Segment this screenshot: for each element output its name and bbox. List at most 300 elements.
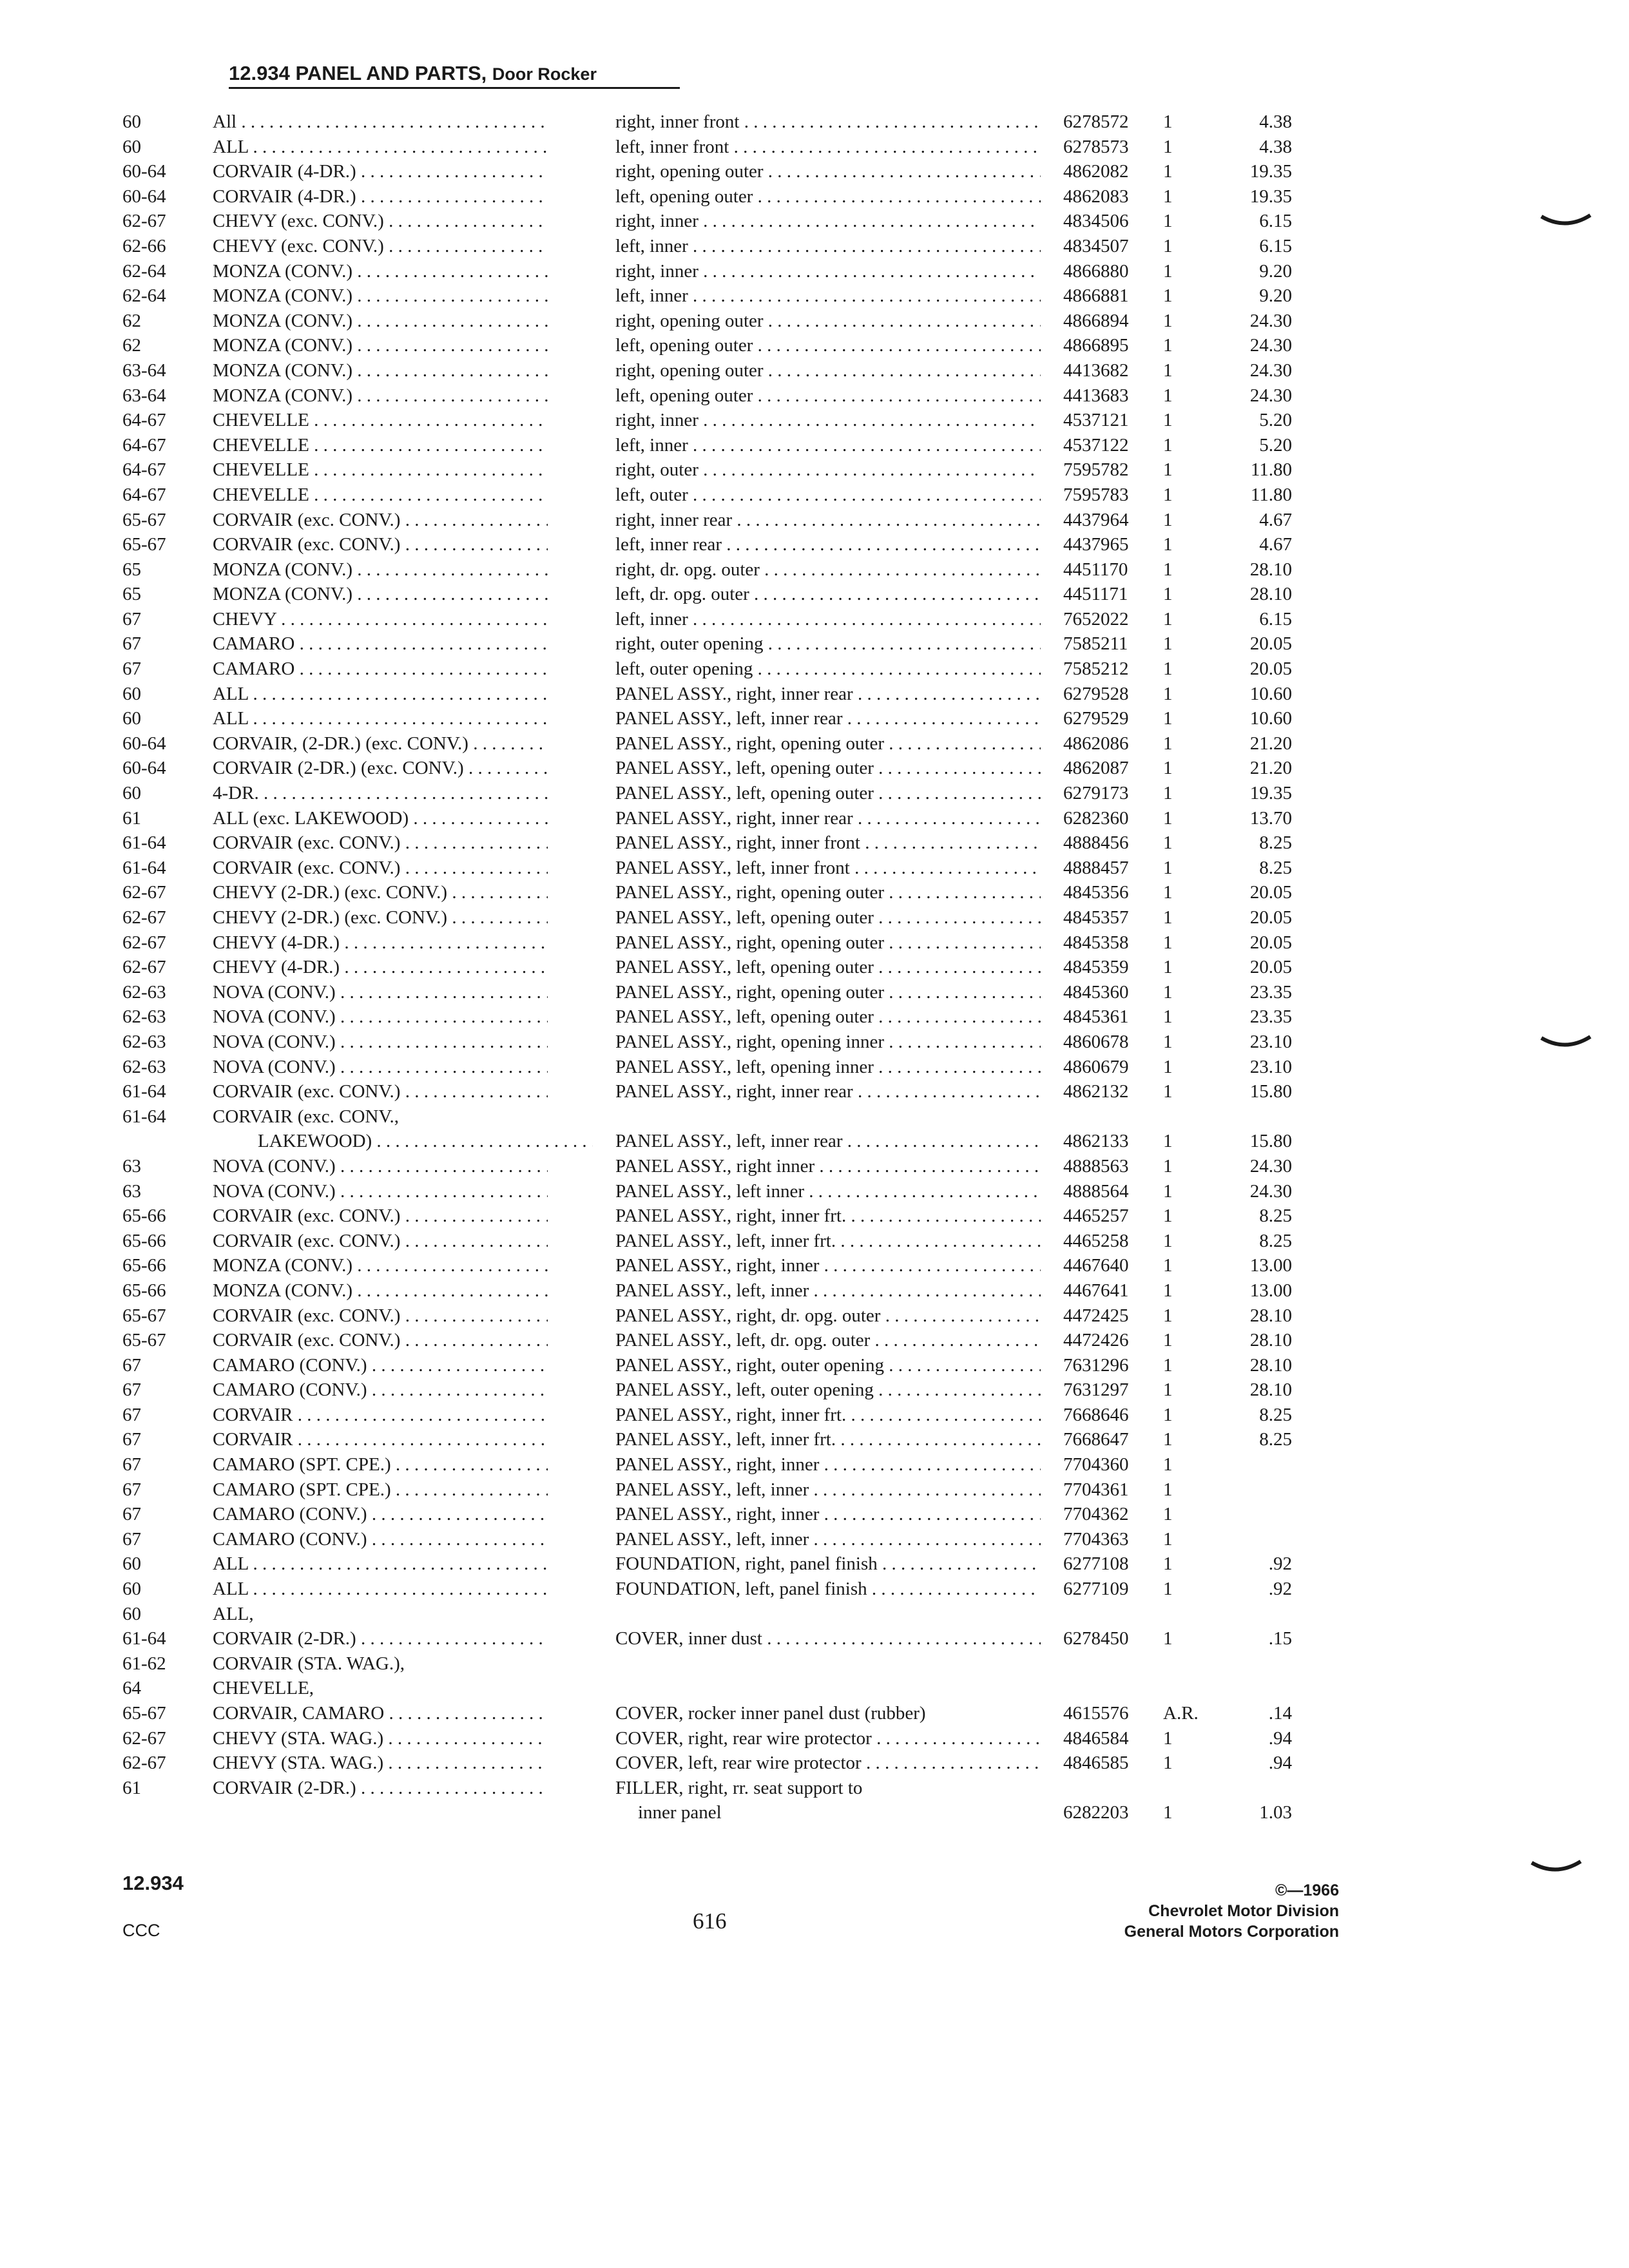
part-number-cell: 6278450 — [1063, 1628, 1129, 1649]
years-cell: 65-67 — [122, 1703, 166, 1724]
price-cell: 9.20 — [1259, 285, 1292, 307]
table-row — [122, 1079, 1302, 1104]
quantity-cell: 1 — [1163, 1753, 1173, 1774]
years-cell: 67 — [122, 1479, 141, 1500]
years-cell: 60-64 — [122, 161, 166, 182]
quantity-cell: 1 — [1163, 1131, 1173, 1152]
price-cell: 20.05 — [1249, 957, 1292, 978]
part-number-cell: 4451170 — [1063, 559, 1128, 580]
years-cell: 64-67 — [122, 459, 166, 481]
price-cell: 15.80 — [1249, 1131, 1292, 1152]
part-number-cell: 4866894 — [1063, 310, 1129, 331]
table-row — [122, 1229, 1302, 1254]
model-cell: CAMARO (CONV.) . . . — [213, 1353, 548, 1378]
description-cell: left, opening outer . . . — [615, 383, 1041, 408]
quantity-cell: 1 — [1163, 957, 1173, 978]
price-cell: 20.05 — [1249, 633, 1292, 655]
model-cell: MONZA (CONV.) . . . — [213, 582, 548, 607]
page-number: 616 — [693, 1908, 727, 1934]
quantity-cell: 1 — [1163, 1206, 1173, 1227]
table-row — [122, 831, 1302, 856]
price-cell: 6.15 — [1259, 608, 1292, 629]
price-cell: 11.80 — [1250, 484, 1292, 505]
description-cell: left, inner . . . — [615, 433, 1041, 458]
description-cell: PANEL ASSY., right, opening outer . . . — [615, 731, 1041, 756]
years-cell: 62-63 — [122, 1031, 166, 1052]
price-cell: 5.20 — [1259, 410, 1292, 431]
model-cell: CAMARO (CONV.) . . . — [213, 1527, 548, 1552]
price-cell: 8.25 — [1259, 832, 1292, 854]
price-cell: 6.15 — [1259, 235, 1292, 256]
quantity-cell: 1 — [1163, 1006, 1173, 1028]
years-cell: 62-66 — [122, 235, 166, 256]
quantity-cell: 1 — [1163, 1579, 1173, 1600]
price-cell: .14 — [1268, 1703, 1292, 1724]
section-number: 12.934 — [229, 62, 290, 84]
price-cell: 28.10 — [1249, 1379, 1292, 1401]
table-row — [122, 706, 1302, 731]
quantity-cell: 1 — [1163, 186, 1173, 207]
table-row — [122, 980, 1302, 1005]
price-cell: 23.10 — [1249, 1056, 1292, 1077]
description-cell: PANEL ASSY., right, inner frt. . . . — [615, 1403, 1041, 1428]
model-cell: CORVAIR . . . — [213, 1403, 548, 1428]
description-cell: COVER, left, rear wire protector . . . — [615, 1751, 1041, 1776]
footer-section-number: 12.934 — [122, 1872, 184, 1894]
model-cell: CORVAIR (exc. CONV.) . . . — [213, 1204, 548, 1229]
quantity-cell: 1 — [1163, 136, 1173, 157]
table-row — [122, 358, 1302, 383]
years-cell: 67 — [122, 1379, 141, 1401]
description-cell: PANEL ASSY., left, inner front . . . — [615, 856, 1041, 881]
quantity-cell: 1 — [1163, 882, 1173, 903]
price-cell: 13.70 — [1249, 807, 1292, 829]
model-cell: ALL (exc. LAKEWOOD) . . . — [213, 806, 548, 831]
model-cell: CHEVELLE . . . — [213, 457, 548, 483]
price-cell: 19.35 — [1249, 186, 1292, 207]
part-number-cell: 7631296 — [1063, 1354, 1129, 1376]
table-row — [122, 930, 1302, 956]
description-cell: right, inner . . . — [615, 259, 1041, 284]
description-cell: PANEL ASSY., right, inner rear . . . — [615, 682, 1041, 707]
price-cell: 13.00 — [1249, 1255, 1292, 1276]
description-cell: FOUNDATION, left, panel finish . . . — [615, 1577, 1041, 1602]
table-row — [122, 333, 1302, 358]
price-cell: .92 — [1268, 1579, 1292, 1600]
years-cell: 60 — [122, 1603, 141, 1624]
price-cell: 8.25 — [1259, 857, 1292, 878]
quantity-cell: 1 — [1163, 1504, 1173, 1525]
model-cell: CORVAIR (4-DR.) . . . — [213, 159, 548, 184]
description-cell: inner panel — [638, 1802, 722, 1823]
quantity-cell: 1 — [1163, 1454, 1173, 1475]
table-row — [122, 408, 1302, 433]
model-cell: CAMARO (SPT. CPE.) . . . — [213, 1477, 548, 1503]
model-cell: CORVAIR (4-DR.) . . . — [213, 184, 548, 209]
model-cell: CORVAIR (2-DR.) . . . — [213, 1776, 548, 1801]
table-row — [122, 756, 1302, 781]
table-row — [122, 955, 1302, 980]
price-cell: 4.67 — [1259, 534, 1292, 555]
table-row — [122, 557, 1302, 582]
part-number-cell: 6279528 — [1063, 683, 1129, 704]
part-number-cell: 4467640 — [1063, 1255, 1129, 1276]
years-cell: 67 — [122, 1528, 141, 1550]
model-cell: CORVAIR (2-DR.) (exc. CONV.) . . . — [213, 756, 548, 781]
price-cell: .92 — [1268, 1553, 1292, 1575]
years-cell: 67 — [122, 658, 141, 680]
quantity-cell: 1 — [1163, 1180, 1173, 1202]
description-cell: COVER, rocker inner panel dust (rubber) — [615, 1703, 926, 1724]
part-number-cell: 7704360 — [1063, 1454, 1129, 1475]
table-row — [122, 806, 1302, 831]
model-cell: CORVAIR (exc. CONV.) . . . — [213, 856, 548, 881]
part-number-cell: 6279529 — [1063, 708, 1129, 729]
quantity-cell: 1 — [1163, 1628, 1173, 1649]
part-number-cell: 4866880 — [1063, 260, 1129, 282]
price-cell: 15.80 — [1249, 1081, 1292, 1102]
page-title — [229, 62, 680, 89]
years-cell: 63-64 — [122, 385, 166, 406]
part-number-cell: 6282203 — [1063, 1802, 1129, 1823]
description-cell: right, inner front . . . — [615, 110, 1041, 135]
price-cell: 13.00 — [1249, 1280, 1292, 1301]
price-cell: 5.20 — [1259, 434, 1292, 456]
model-cell: CHEVY . . . — [213, 607, 548, 632]
years-cell: 67 — [122, 1429, 141, 1450]
table-row — [122, 1626, 1302, 1651]
part-number-cell: 4437964 — [1063, 509, 1129, 530]
quantity-cell: 1 — [1163, 1056, 1173, 1077]
quantity-cell: 1 — [1163, 907, 1173, 928]
years-cell: 62-63 — [122, 981, 166, 1003]
part-number-cell: 4888457 — [1063, 857, 1129, 878]
model-cell: ALL . . . — [213, 1577, 548, 1602]
description-cell: left, inner . . . — [615, 284, 1041, 309]
description-cell: right, opening outer . . . — [615, 159, 1041, 184]
description-cell: left, opening outer . . . — [615, 333, 1041, 358]
price-cell: 8.25 — [1259, 1230, 1292, 1251]
model-cell: MONZA (CONV.) . . . — [213, 383, 548, 408]
table-row — [122, 582, 1302, 607]
years-cell: 62-67 — [122, 1753, 166, 1774]
price-cell: 23.10 — [1249, 1031, 1292, 1052]
description-cell: PANEL ASSY., left, inner rear . . . — [615, 1129, 1041, 1154]
table-row — [122, 234, 1302, 259]
years-cell: 65-67 — [122, 1305, 166, 1326]
table-row — [122, 1204, 1302, 1229]
years-cell: 63 — [122, 1180, 141, 1202]
description-cell: PANEL ASSY., left, opening outer . . . — [615, 955, 1041, 980]
part-number-cell: 4860678 — [1063, 1031, 1129, 1052]
description-cell: right, opening outer . . . — [615, 309, 1041, 334]
table-row — [122, 1427, 1302, 1452]
years-cell: 67 — [122, 1504, 141, 1525]
part-number-cell: 7704362 — [1063, 1504, 1129, 1525]
model-cell: MONZA (CONV.) . . . — [213, 1278, 548, 1303]
years-cell: 64-67 — [122, 434, 166, 456]
part-number-cell: 4888564 — [1063, 1180, 1129, 1202]
years-cell: 65-66 — [122, 1255, 166, 1276]
table-row — [122, 1676, 1302, 1701]
model-cell: NOVA (CONV.) . . . — [213, 1030, 548, 1055]
description-cell: PANEL ASSY., right, opening inner . . . — [615, 1030, 1041, 1055]
quantity-cell: 1 — [1163, 1305, 1173, 1326]
table-row — [122, 905, 1302, 930]
part-number-cell: 4413682 — [1063, 360, 1129, 381]
table-row — [122, 1527, 1302, 1552]
part-number-cell: 7585212 — [1063, 658, 1129, 680]
part-number-cell: 4862132 — [1063, 1081, 1129, 1102]
table-row — [122, 1502, 1302, 1527]
price-cell: 4.38 — [1259, 136, 1292, 157]
price-cell: 24.30 — [1249, 360, 1292, 381]
description-cell: PANEL ASSY., right, inner . . . — [615, 1452, 1041, 1477]
years-cell: 61-64 — [122, 1081, 166, 1102]
table-row — [122, 1477, 1302, 1503]
part-number-cell: 4862086 — [1063, 733, 1129, 754]
price-cell: 19.35 — [1249, 161, 1292, 182]
part-number-cell: 7704363 — [1063, 1528, 1129, 1550]
footer-code: CCC — [122, 1921, 160, 1940]
years-cell: 63-64 — [122, 360, 166, 381]
model-cell: CORVAIR (exc. CONV.) . . . — [213, 1229, 548, 1254]
table-row — [122, 880, 1302, 905]
title-text: PANEL AND PARTS, — [295, 62, 487, 84]
description-cell: PANEL ASSY., right, opening outer . . . — [615, 930, 1041, 956]
table-row — [122, 1751, 1302, 1776]
table-row — [122, 781, 1302, 806]
part-number-cell: 6279173 — [1063, 783, 1129, 804]
years-cell: 63 — [122, 1155, 141, 1177]
quantity-cell: 1 — [1163, 235, 1173, 256]
price-cell: 24.30 — [1249, 335, 1292, 356]
price-cell: 11.80 — [1250, 459, 1292, 481]
description-cell: left, outer . . . — [615, 483, 1041, 508]
quantity-cell: 1 — [1163, 111, 1173, 132]
model-cell: ALL . . . — [213, 135, 548, 160]
years-cell: 67 — [122, 1354, 141, 1376]
part-number-cell: 6278572 — [1063, 111, 1129, 132]
quantity-cell: 1 — [1163, 1330, 1173, 1351]
model-cell: CHEVY (4-DR.) . . . — [213, 955, 548, 980]
price-cell: .94 — [1268, 1727, 1292, 1749]
price-cell: 10.60 — [1249, 708, 1292, 729]
table-row — [122, 483, 1302, 508]
years-cell: 62-67 — [122, 907, 166, 928]
table-row — [122, 1378, 1302, 1403]
quantity-cell: 1 — [1163, 1479, 1173, 1500]
quantity-cell: 1 — [1163, 783, 1173, 804]
price-cell: 21.20 — [1249, 758, 1292, 779]
part-number-cell: 4537121 — [1063, 410, 1129, 431]
parts-table — [122, 110, 1302, 1825]
table-row — [122, 135, 1302, 160]
description-cell: PANEL ASSY., right, inner rear . . . — [615, 1079, 1041, 1104]
description-cell: PANEL ASSY., right, dr. opg. outer . . . — [615, 1303, 1041, 1329]
part-number-cell: 4413683 — [1063, 385, 1129, 406]
part-number-cell: 4834507 — [1063, 235, 1129, 256]
model-cell: MONZA (CONV.) . . . — [213, 358, 548, 383]
part-number-cell: 7668647 — [1063, 1429, 1129, 1450]
years-cell: 60-64 — [122, 758, 166, 779]
description-cell: left, outer opening . . . — [615, 657, 1041, 682]
price-cell: 8.25 — [1259, 1206, 1292, 1227]
description-cell: left, inner rear . . . — [615, 532, 1041, 557]
quantity-cell: 1 — [1163, 1379, 1173, 1401]
price-cell: 20.05 — [1249, 932, 1292, 953]
part-number-cell: 4888563 — [1063, 1155, 1129, 1177]
model-cell: CORVAIR, (2-DR.) (exc. CONV.) . . . — [213, 731, 548, 756]
table-row — [122, 259, 1302, 284]
table-row — [122, 731, 1302, 756]
model-cell: CAMARO . . . — [213, 657, 548, 682]
price-cell: 4.67 — [1259, 509, 1292, 530]
description-cell: left, inner . . . — [615, 234, 1041, 259]
quantity-cell: 1 — [1163, 1155, 1173, 1177]
model-cell: CHEVELLE . . . — [213, 433, 548, 458]
part-number-cell: 4465257 — [1063, 1206, 1129, 1227]
description-cell: PANEL ASSY., right, inner front . . . — [615, 831, 1041, 856]
model-cell: CAMARO (CONV.) . . . — [213, 1378, 548, 1403]
description-cell: FILLER, right, rr. seat support to — [615, 1777, 863, 1798]
years-cell: 61-62 — [122, 1653, 166, 1674]
part-number-cell: 4615576 — [1063, 1703, 1129, 1724]
binder-hole-mark — [1540, 213, 1592, 232]
table-row — [122, 1602, 1302, 1627]
quantity-cell: 1 — [1163, 1528, 1173, 1550]
table-row — [122, 184, 1302, 209]
price-cell: .94 — [1268, 1753, 1292, 1774]
price-cell: 23.35 — [1249, 981, 1292, 1003]
price-cell: 28.10 — [1249, 1354, 1292, 1376]
part-number-cell: 4860679 — [1063, 1056, 1129, 1077]
quantity-cell: 1 — [1163, 981, 1173, 1003]
years-cell: 65-66 — [122, 1230, 166, 1251]
title-subtitle: Door Rocker — [492, 64, 597, 84]
part-number-cell: 7668646 — [1063, 1404, 1129, 1425]
quantity-cell: 1 — [1163, 1429, 1173, 1450]
quantity-cell: 1 — [1163, 385, 1173, 406]
years-cell: 65-66 — [122, 1206, 166, 1227]
model-cell: CORVAIR . . . — [213, 1427, 548, 1452]
quantity-cell: 1 — [1163, 683, 1173, 704]
years-cell: 61 — [122, 1777, 141, 1798]
table-row — [122, 1104, 1302, 1129]
description-cell: right, inner . . . — [615, 209, 1041, 234]
years-cell: 61-64 — [122, 1106, 166, 1127]
table-row — [122, 1303, 1302, 1329]
binder-hole-mark — [1540, 1034, 1592, 1053]
part-number-cell: 4845360 — [1063, 981, 1129, 1003]
part-number-cell: 4472425 — [1063, 1305, 1129, 1326]
price-cell: 23.35 — [1249, 1006, 1292, 1028]
part-number-cell: 4866881 — [1063, 285, 1129, 307]
model-cell: CORVAIR (STA. WAG.), — [213, 1653, 405, 1674]
table-row — [122, 1452, 1302, 1477]
description-cell: PANEL ASSY., left, outer opening . . . — [615, 1378, 1041, 1403]
model-cell: MONZA (CONV.) . . . — [213, 259, 548, 284]
part-number-cell: 7652022 — [1063, 608, 1129, 629]
part-number-cell: 4846585 — [1063, 1753, 1129, 1774]
part-number-cell: 6282360 — [1063, 807, 1129, 829]
quantity-cell: 1 — [1163, 608, 1173, 629]
description-cell: COVER, inner dust . . . — [615, 1626, 1041, 1651]
description-cell: PANEL ASSY., right, inner rear . . . — [615, 806, 1041, 831]
price-cell: 24.30 — [1249, 1155, 1292, 1177]
years-cell: 67 — [122, 1454, 141, 1475]
quantity-cell: 1 — [1163, 1802, 1173, 1823]
description-cell: PANEL ASSY., left, opening outer . . . — [615, 1004, 1041, 1030]
years-cell: 60 — [122, 136, 141, 157]
part-number-cell: 6277109 — [1063, 1579, 1129, 1600]
table-row — [122, 383, 1302, 408]
table-row — [122, 607, 1302, 632]
model-cell: NOVA (CONV.) . . . — [213, 1179, 548, 1204]
years-cell: 62-67 — [122, 882, 166, 903]
years-cell: 64-67 — [122, 484, 166, 505]
quantity-cell: 1 — [1163, 1354, 1173, 1376]
model-cell: MONZA (CONV.) . . . — [213, 333, 548, 358]
table-row — [122, 1353, 1302, 1378]
years-cell: 60 — [122, 783, 141, 804]
part-number-cell: 4537122 — [1063, 434, 1129, 456]
description-cell: FOUNDATION, right, panel finish . . . — [615, 1552, 1041, 1577]
part-number-cell: 4834506 — [1063, 211, 1129, 232]
model-cell: CORVAIR (exc. CONV.) . . . — [213, 1303, 548, 1329]
table-row — [122, 508, 1302, 533]
quantity-cell: 1 — [1163, 260, 1173, 282]
part-number-cell: 4465258 — [1063, 1230, 1129, 1251]
years-cell: 62-67 — [122, 1727, 166, 1749]
description-cell: left, inner . . . — [615, 607, 1041, 632]
price-cell: 8.25 — [1259, 1429, 1292, 1450]
description-cell: PANEL ASSY., right, opening outer . . . — [615, 880, 1041, 905]
table-row — [122, 284, 1302, 309]
price-cell: 28.10 — [1249, 559, 1292, 580]
price-cell: 9.20 — [1259, 260, 1292, 282]
model-cell: CAMARO . . . — [213, 631, 548, 657]
table-row — [122, 1278, 1302, 1303]
years-cell: 60 — [122, 1553, 141, 1575]
description-cell: PANEL ASSY., right inner . . . — [615, 1154, 1041, 1179]
part-number-cell: 4866895 — [1063, 335, 1129, 356]
model-cell: ALL . . . — [213, 1552, 548, 1577]
model-cell: ALL, — [213, 1603, 254, 1624]
years-cell: 65-67 — [122, 1330, 166, 1351]
years-cell: 64-67 — [122, 410, 166, 431]
model-cell: CHEVY (STA. WAG.) . . . — [213, 1726, 548, 1751]
years-cell: 67 — [122, 633, 141, 655]
model-cell: MONZA (CONV.) . . . — [213, 557, 548, 582]
table-row — [122, 1154, 1302, 1179]
copyright-year: ©—1966 — [1275, 1881, 1339, 1899]
years-cell: 62 — [122, 310, 141, 331]
years-cell: 62-67 — [122, 211, 166, 232]
description-cell: right, inner . . . — [615, 408, 1041, 433]
table-row — [122, 1030, 1302, 1055]
description-cell: PANEL ASSY., left, inner . . . — [615, 1527, 1041, 1552]
model-cell: NOVA (CONV.) . . . — [213, 1004, 548, 1030]
part-number-cell: 4845356 — [1063, 882, 1129, 903]
model-cell: NOVA (CONV.) . . . — [213, 980, 548, 1005]
model-cell: 4-DR. . . . — [213, 781, 548, 806]
table-row — [122, 856, 1302, 881]
description-cell: PANEL ASSY., left, inner frt. . . . — [615, 1229, 1041, 1254]
model-cell: CHEVY (2-DR.) (exc. CONV.) . . . — [213, 905, 548, 930]
price-cell: 28.10 — [1249, 1305, 1292, 1326]
description-cell: PANEL ASSY., left, opening outer . . . — [615, 905, 1041, 930]
